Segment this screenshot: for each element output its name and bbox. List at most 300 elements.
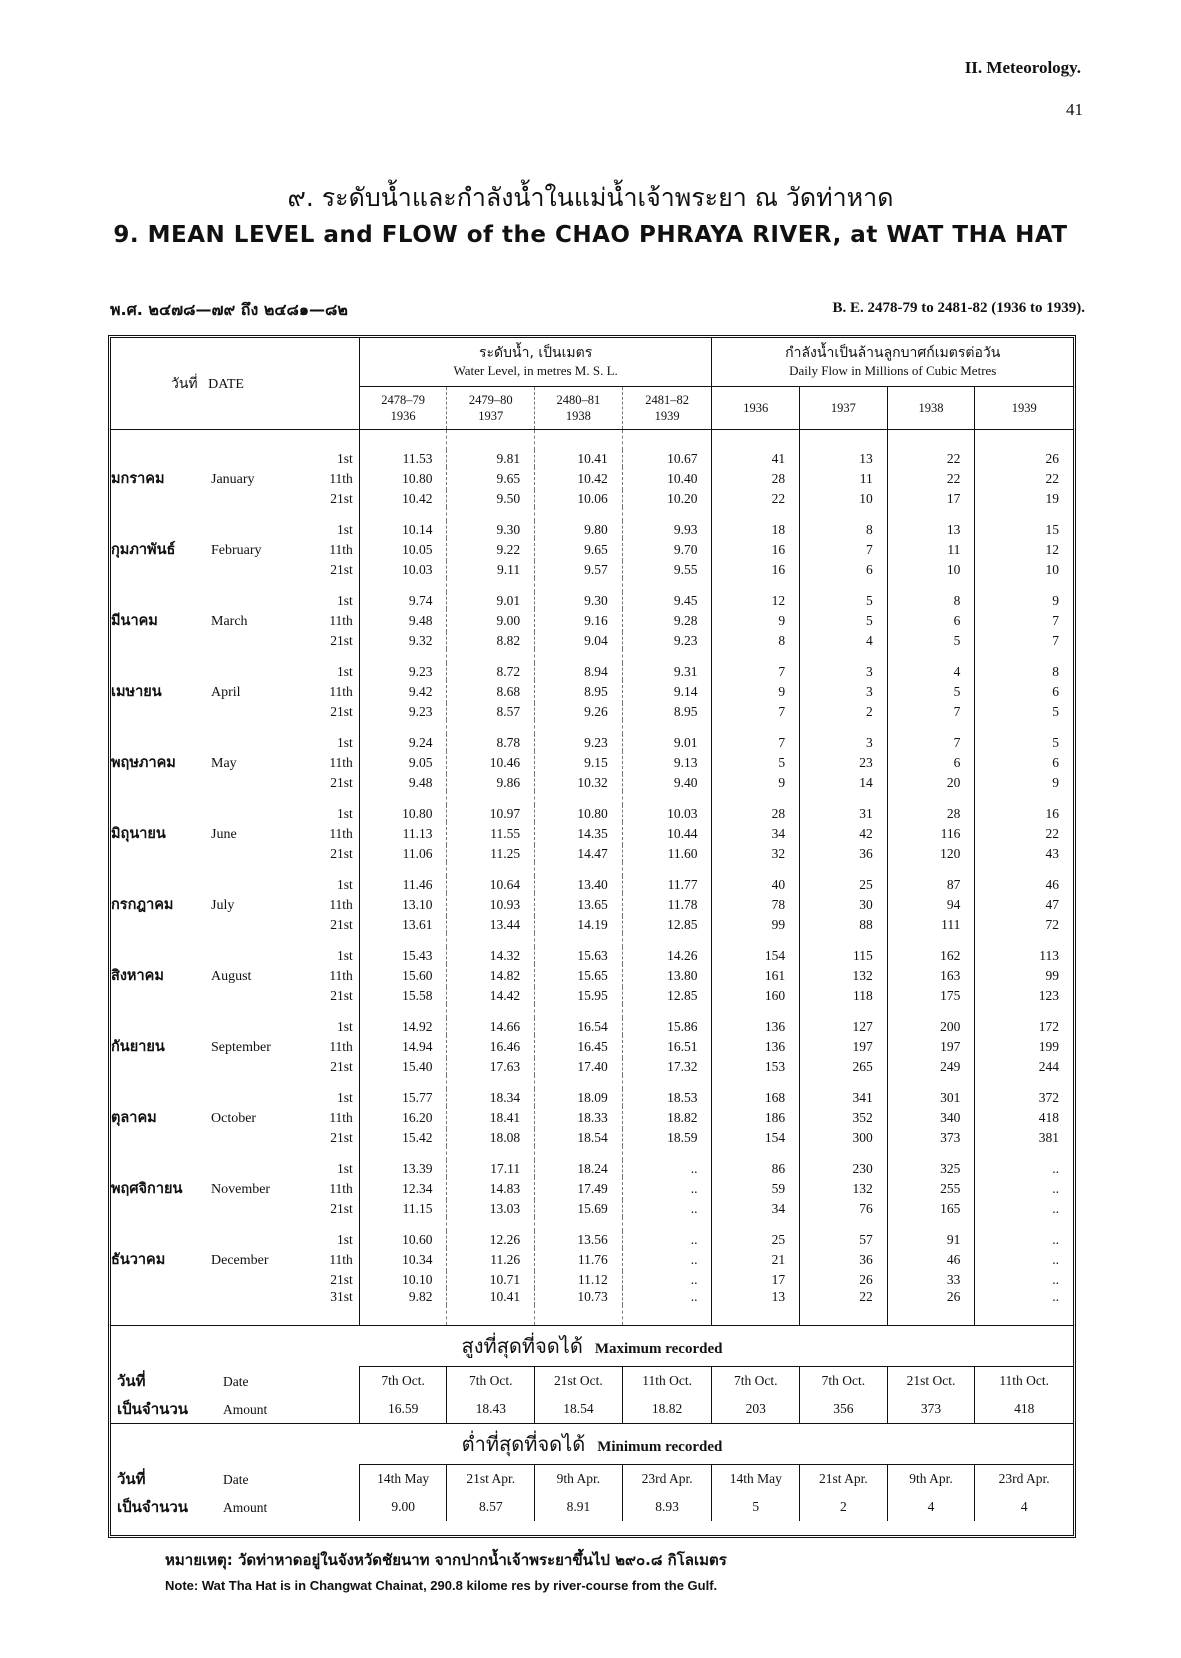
- water-level-cell: 15.40: [359, 1058, 447, 1075]
- flow-year-header: 1937: [800, 387, 888, 430]
- water-level-cell: 16.54: [535, 1018, 623, 1035]
- flow-cell: 113: [975, 947, 1073, 964]
- day-label: 1st: [337, 1232, 353, 1247]
- water-level-cell: 9.00: [447, 609, 535, 632]
- table-row: [111, 734, 1073, 751]
- month-thai: พฤศจิกายน: [111, 1181, 183, 1197]
- flow-cell: 7: [887, 734, 975, 751]
- water-level-cell: 13.65: [535, 893, 623, 916]
- water-level-cell: ..: [622, 1200, 712, 1217]
- flow-cell: 172: [975, 1018, 1073, 1035]
- table-row: [111, 1288, 1073, 1305]
- water-level-cell: 10.46: [447, 751, 535, 774]
- date-label-thai: วันที่: [117, 1371, 146, 1390]
- flow-cell: 6: [800, 561, 888, 578]
- day-label: 11th: [329, 897, 353, 912]
- table-row: [111, 893, 1073, 916]
- table-row: [111, 1248, 1073, 1271]
- flow-cell: 11: [800, 467, 888, 490]
- spacer-row: [111, 862, 1073, 876]
- water-level-cell: 10.44: [622, 822, 712, 845]
- maximum-amount-cell: 356: [800, 1395, 888, 1424]
- water-level-cell: 9.32: [359, 632, 447, 649]
- level-year-header: [622, 387, 712, 430]
- water-level-cell: ..: [622, 1231, 712, 1248]
- header-row-groups: [111, 338, 1073, 387]
- water-level-cell: 17.49: [535, 1177, 623, 1200]
- water-level-cell: 12.85: [622, 916, 712, 933]
- water-level-cell: 11.78: [622, 893, 712, 916]
- table-row: [111, 916, 1073, 933]
- flow-cell: 18: [712, 521, 800, 538]
- flow-cell: 15: [975, 521, 1073, 538]
- section-heading: II. Meteorology.: [964, 58, 1081, 77]
- water-level-cell: 15.95: [535, 987, 623, 1004]
- flow-cell: 9: [712, 774, 800, 791]
- month-english: April: [211, 685, 241, 700]
- water-level-cell: 11.25: [447, 845, 535, 862]
- water-level-cell: 10.42: [535, 467, 623, 490]
- flow-cell: 11: [887, 538, 975, 561]
- daily-flow-header: [712, 338, 1073, 387]
- table-row: [111, 1160, 1073, 1177]
- month-english: March: [211, 614, 248, 629]
- flow-cell: 9: [975, 592, 1073, 609]
- flow-cell: 59: [712, 1177, 800, 1200]
- flow-cell: ..: [975, 1248, 1073, 1271]
- water-level-cell: 9.15: [535, 751, 623, 774]
- date-header: [111, 338, 359, 430]
- day-label: 1st: [337, 1090, 353, 1105]
- table-row: [111, 1231, 1073, 1248]
- level-year-header: [535, 387, 623, 430]
- spacer-row: [111, 430, 1073, 451]
- water-level-cell: 8.95: [622, 703, 712, 720]
- day-label: 21st: [330, 1201, 353, 1216]
- month-label: [111, 467, 255, 490]
- flow-cell: 160: [712, 987, 800, 1004]
- water-level-cell: 18.82: [622, 1106, 712, 1129]
- flow-cell: 5: [887, 680, 975, 703]
- minimum-date-cell: 14th May: [359, 1465, 447, 1494]
- flow-cell: ..: [975, 1288, 1073, 1305]
- flow-cell: 6: [975, 680, 1073, 703]
- day-label: 21st: [330, 633, 353, 648]
- date-header-en: DATE: [208, 376, 244, 392]
- water-level-cell: 9.30: [535, 592, 623, 609]
- flow-cell: 47: [975, 893, 1073, 916]
- month-label: [111, 1106, 256, 1129]
- month-thai: สิงหาคม: [111, 968, 164, 984]
- day-label: 1st: [337, 806, 353, 821]
- flow-cell: 341: [800, 1089, 888, 1106]
- flow-cell: 3: [800, 663, 888, 680]
- water-level-cell: 10.80: [359, 467, 447, 490]
- flow-cell: 19: [975, 490, 1073, 507]
- flow-cell: 16: [712, 561, 800, 578]
- water-level-cell: 10.73: [535, 1288, 623, 1305]
- water-level-cell: 10.41: [447, 1288, 535, 1305]
- water-level-cell: ..: [622, 1177, 712, 1200]
- water-level-cell: 10.60: [359, 1231, 447, 1248]
- water-level-cell: 14.47: [535, 845, 623, 862]
- flow-cell: 91: [887, 1231, 975, 1248]
- month-english: August: [211, 969, 252, 984]
- flow-cell: 5: [887, 632, 975, 649]
- table-row: [111, 1177, 1073, 1200]
- water-level-cell: 9.42: [359, 680, 447, 703]
- thai-year-range: พ.ศ. ๒๔๗๘—๗๙ ถึง ๒๔๘๑—๘๒: [110, 300, 348, 319]
- water-level-cell: 12.85: [622, 987, 712, 1004]
- water-level-cell: 11.77: [622, 876, 712, 893]
- day-label: 1st: [337, 1019, 353, 1034]
- flow-cell: 300: [800, 1129, 888, 1146]
- english-title: 9. MEAN LEVEL and FLOW of the CHAO PHRAYA RIVER, at WAT THA HAT: [113, 222, 1068, 248]
- water-level-cell: 11.46: [359, 876, 447, 893]
- water-level-cell: 14.92: [359, 1018, 447, 1035]
- flow-cell: 22: [712, 490, 800, 507]
- water-level-cell: 10.03: [622, 805, 712, 822]
- flow-cell: 136: [712, 1018, 800, 1035]
- flow-cell: 26: [887, 1288, 975, 1305]
- maximum-date-row: [111, 1367, 1073, 1396]
- water-level-cell: 9.57: [535, 561, 623, 578]
- month-english: November: [211, 1182, 271, 1197]
- water-level-cell: 16.46: [447, 1035, 535, 1058]
- water-level-cell: 13.44: [447, 916, 535, 933]
- month-thai: มกราคม: [111, 471, 165, 487]
- water-level-cell: 9.81: [447, 450, 535, 467]
- month-thai: เมษายน: [111, 684, 162, 700]
- flow-cell: 41: [712, 450, 800, 467]
- flow-cell: 120: [887, 845, 975, 862]
- flow-cell: 418: [975, 1106, 1073, 1129]
- water-level-cell: 9.28: [622, 609, 712, 632]
- water-level-cell: 14.19: [535, 916, 623, 933]
- day-label: 21st: [330, 491, 353, 506]
- minimum-amount-cell: 9.00: [359, 1493, 447, 1521]
- water-level-cell: 13.80: [622, 964, 712, 987]
- day-label: 11th: [329, 1110, 353, 1125]
- flow-cell: 46: [887, 1248, 975, 1271]
- table-body: [111, 338, 1073, 1521]
- flow-cell: 17: [887, 490, 975, 507]
- flow-cell: 127: [800, 1018, 888, 1035]
- water-level-cell: 8.82: [447, 632, 535, 649]
- water-level-cell: 8.78: [447, 734, 535, 751]
- maximum-date-cell: 21st Oct.: [535, 1367, 623, 1396]
- table-row: [111, 1129, 1073, 1146]
- month-english: January: [211, 472, 255, 487]
- water-level-cell: 14.26: [622, 947, 712, 964]
- flow-cell: ..: [975, 1177, 1073, 1200]
- flow-cell: 30: [800, 893, 888, 916]
- table-row: [111, 703, 1073, 720]
- spacer-row: [111, 1305, 1073, 1326]
- flow-cell: 352: [800, 1106, 888, 1129]
- minimum-header-row: [111, 1424, 1073, 1465]
- water-level-cell: 9.23: [359, 703, 447, 720]
- day-label: 11th: [329, 755, 353, 770]
- water-level-cell: 14.32: [447, 947, 535, 964]
- spacer-row: [111, 1217, 1073, 1231]
- flow-cell: 14: [800, 774, 888, 791]
- flow-cell: 78: [712, 893, 800, 916]
- flow-cell: 94: [887, 893, 975, 916]
- maximum-amount-cell: 16.59: [359, 1395, 447, 1424]
- water-level-cell: 18.53: [622, 1089, 712, 1106]
- flow-cell: 132: [800, 964, 888, 987]
- flow-cell: 197: [800, 1035, 888, 1058]
- water-level-cell: 9.48: [359, 609, 447, 632]
- water-level-cell: 9.45: [622, 592, 712, 609]
- water-level-cell: 17.40: [535, 1058, 623, 1075]
- month-thai: ธันวาคม: [111, 1252, 166, 1268]
- maximum-date-cell: 11th Oct.: [622, 1367, 712, 1396]
- month-thai: มีนาคม: [111, 613, 158, 629]
- day-label: 11th: [329, 684, 353, 699]
- date-label-thai: วันที่: [117, 1469, 146, 1488]
- maximum-date-cell: 7th Oct.: [800, 1367, 888, 1396]
- water-level-cell: 15.86: [622, 1018, 712, 1035]
- maximum-header-row: [111, 1326, 1073, 1367]
- flow-cell: 16: [975, 805, 1073, 822]
- flow-cell: 373: [887, 1129, 975, 1146]
- flow-cell: 21: [712, 1248, 800, 1271]
- flow-cell: 9: [712, 609, 800, 632]
- spacer-row: [111, 1146, 1073, 1160]
- flow-cell: 381: [975, 1129, 1073, 1146]
- flow-cell: 99: [975, 964, 1073, 987]
- flow-year-header: 1939: [975, 387, 1073, 430]
- flow-cell: 8: [800, 521, 888, 538]
- water-level-cell: 13.10: [359, 893, 447, 916]
- month-label: [111, 822, 237, 845]
- level-year-be: 2481–82: [645, 393, 689, 407]
- water-level-cell: 10.64: [447, 876, 535, 893]
- maximum-amount-row: [111, 1395, 1073, 1424]
- month-label: [111, 893, 234, 916]
- day-label: 21st: [330, 846, 353, 861]
- flow-cell: 33: [887, 1271, 975, 1288]
- flow-cell: 165: [887, 1200, 975, 1217]
- water-level-cell: 9.82: [359, 1288, 447, 1305]
- maximum-amount-cell: 418: [975, 1395, 1073, 1424]
- flow-year-header: 1936: [712, 387, 800, 430]
- day-label: 1st: [337, 1161, 353, 1176]
- flow-cell: 5: [975, 703, 1073, 720]
- month-label: [111, 538, 262, 561]
- day-label: 21st: [330, 562, 353, 577]
- day-label: 21st: [330, 1130, 353, 1145]
- table-row: [111, 450, 1073, 467]
- flow-cell: 116: [887, 822, 975, 845]
- month-english: June: [211, 827, 237, 842]
- water-level-cell: 10.97: [447, 805, 535, 822]
- water-level-cell: 14.83: [447, 1177, 535, 1200]
- water-level-cell: 9.93: [622, 521, 712, 538]
- water-level-cell: 8.68: [447, 680, 535, 703]
- day-label: 21st: [330, 917, 353, 932]
- water-level-cell: 12.34: [359, 1177, 447, 1200]
- flow-cell: 8: [975, 663, 1073, 680]
- flow-cell: 25: [800, 876, 888, 893]
- water-level-cell: 9.11: [447, 561, 535, 578]
- note-english: Note: Wat Tha Hat is in Changwat Chainat, 290.8 kilome res by river-course from the Gulf.: [165, 1578, 718, 1593]
- day-label: 21st: [330, 988, 353, 1003]
- water-level-cell: 10.41: [535, 450, 623, 467]
- flow-cell: 10: [887, 561, 975, 578]
- flow-cell: 200: [887, 1018, 975, 1035]
- water-level-cell: 11.13: [359, 822, 447, 845]
- month-thai: กุมภาพันธ์: [111, 542, 176, 558]
- water-level-cell: 17.11: [447, 1160, 535, 1177]
- table-row: [111, 521, 1073, 538]
- water-level-cell: 9.23: [622, 632, 712, 649]
- minimum-title-en: Minimum recorded: [597, 1439, 723, 1455]
- flow-cell: 34: [712, 822, 800, 845]
- flow-cell: 132: [800, 1177, 888, 1200]
- day-label: 11th: [329, 1039, 353, 1054]
- table-row: [111, 751, 1073, 774]
- minimum-title-thai: ต่ำที่สุดที่จดได้: [461, 1432, 586, 1456]
- flow-cell: 43: [975, 845, 1073, 862]
- water-level-cell: 11.76: [535, 1248, 623, 1271]
- water-level-cell: 10.32: [535, 774, 623, 791]
- month-thai: กรกฎาคม: [111, 897, 174, 913]
- water-level-cell: 9.50: [447, 490, 535, 507]
- flow-cell: 36: [800, 1248, 888, 1271]
- flow-cell: 6: [887, 609, 975, 632]
- flow-cell: 154: [712, 1129, 800, 1146]
- water-level-cell: 11.12: [535, 1271, 623, 1288]
- flow-cell: 153: [712, 1058, 800, 1075]
- flow-cell: 197: [887, 1035, 975, 1058]
- flow-cell: 13: [712, 1288, 800, 1305]
- flow-cell: 7: [712, 734, 800, 751]
- month-english: September: [211, 1040, 271, 1055]
- spacer-row: [111, 507, 1073, 521]
- maximum-amount-cell: 18.43: [447, 1395, 535, 1424]
- amount-label-thai: เป็นจำนวน: [117, 1498, 189, 1516]
- day-label: 1st: [337, 877, 353, 892]
- flow-cell: 7: [887, 703, 975, 720]
- month-thai: มิถุนายน: [111, 826, 166, 842]
- minimum-date-row: [111, 1465, 1073, 1494]
- water-level-cell: 9.40: [622, 774, 712, 791]
- day-label: 11th: [329, 1181, 353, 1196]
- day-label: 1st: [337, 522, 353, 537]
- water-level-cell: 11.55: [447, 822, 535, 845]
- month-label: [111, 964, 251, 987]
- river-table: [111, 338, 1073, 1521]
- minimum-amount-cell: 2: [800, 1493, 888, 1521]
- water-level-header: [359, 338, 712, 387]
- level-year-header: [359, 387, 447, 430]
- water-level-cell: 9.01: [622, 734, 712, 751]
- month-english: July: [211, 898, 235, 913]
- flow-cell: 87: [887, 876, 975, 893]
- water-level-cell: 10.67: [622, 450, 712, 467]
- water-level-cell: 14.82: [447, 964, 535, 987]
- water-level-cell: 16.51: [622, 1035, 712, 1058]
- maximum-date-cell: 7th Oct.: [712, 1367, 800, 1396]
- water-level-cell: 9.05: [359, 751, 447, 774]
- date-header-thai: วันที่: [171, 375, 198, 392]
- month-english: May: [211, 756, 237, 771]
- water-level-cell: 17.32: [622, 1058, 712, 1075]
- maximum-amount-cell: 18.54: [535, 1395, 623, 1424]
- flow-cell: 4: [887, 663, 975, 680]
- flow-cell: 22: [800, 1288, 888, 1305]
- minimum-amount-cell: 8.93: [622, 1493, 712, 1521]
- flow-cell: 7: [712, 663, 800, 680]
- flow-cell: ..: [975, 1271, 1073, 1288]
- flow-cell: 57: [800, 1231, 888, 1248]
- water-level-cell: 18.08: [447, 1129, 535, 1146]
- maximum-title-en: Maximum recorded: [594, 1341, 723, 1357]
- flow-cell: 12: [975, 538, 1073, 561]
- flow-cell: 28: [887, 805, 975, 822]
- water-level-cell: 18.24: [535, 1160, 623, 1177]
- table-row: [111, 1035, 1073, 1058]
- flow-cell: 111: [887, 916, 975, 933]
- minimum-date-cell: 14th May: [712, 1465, 800, 1494]
- table-row: [111, 663, 1073, 680]
- table-row: [111, 680, 1073, 703]
- minimum-amount-cell: 4: [887, 1493, 975, 1521]
- minimum-date-cell: 9th Apr.: [887, 1465, 975, 1494]
- flow-cell: 42: [800, 822, 888, 845]
- flow-cell: 2: [800, 703, 888, 720]
- flow-cell: 13: [800, 450, 888, 467]
- flow-cell: 9: [712, 680, 800, 703]
- water-level-cell: 18.54: [535, 1129, 623, 1146]
- day-label: 21st: [330, 775, 353, 790]
- water-level-cell: 8.95: [535, 680, 623, 703]
- day-label: 1st: [337, 451, 353, 466]
- minimum-date-cell: 21st Apr.: [800, 1465, 888, 1494]
- level-year-ad: 1937: [478, 409, 504, 423]
- water-level-cell: 10.80: [535, 805, 623, 822]
- table-row: [111, 1058, 1073, 1075]
- table-row: [111, 467, 1073, 490]
- table-row: [111, 1271, 1073, 1288]
- flow-cell: 4: [800, 632, 888, 649]
- water-level-cell: ..: [622, 1160, 712, 1177]
- water-level-cell: 18.41: [447, 1106, 535, 1129]
- level-year-ad: 1939: [654, 409, 680, 423]
- water-level-cell: 10.42: [359, 490, 447, 507]
- month-label: [111, 680, 241, 703]
- table-row: [111, 876, 1073, 893]
- spacer-row: [111, 933, 1073, 947]
- month-label: [111, 751, 237, 774]
- flow-cell: 13: [887, 521, 975, 538]
- water-level-cell: 17.63: [447, 1058, 535, 1075]
- spacer-row: [111, 1004, 1073, 1018]
- month-thai: พฤษภาคม: [111, 755, 176, 771]
- water-level-cell: 11.15: [359, 1200, 447, 1217]
- flow-cell: 175: [887, 987, 975, 1004]
- maximum-amount-cell: 203: [712, 1395, 800, 1424]
- water-level-cell: 10.80: [359, 805, 447, 822]
- day-label: 21st: [330, 1059, 353, 1074]
- amount-label-en: Amount: [223, 1402, 268, 1417]
- flow-cell: 123: [975, 987, 1073, 1004]
- water-level-cell: 10.05: [359, 538, 447, 561]
- water-level-cell: 10.06: [535, 490, 623, 507]
